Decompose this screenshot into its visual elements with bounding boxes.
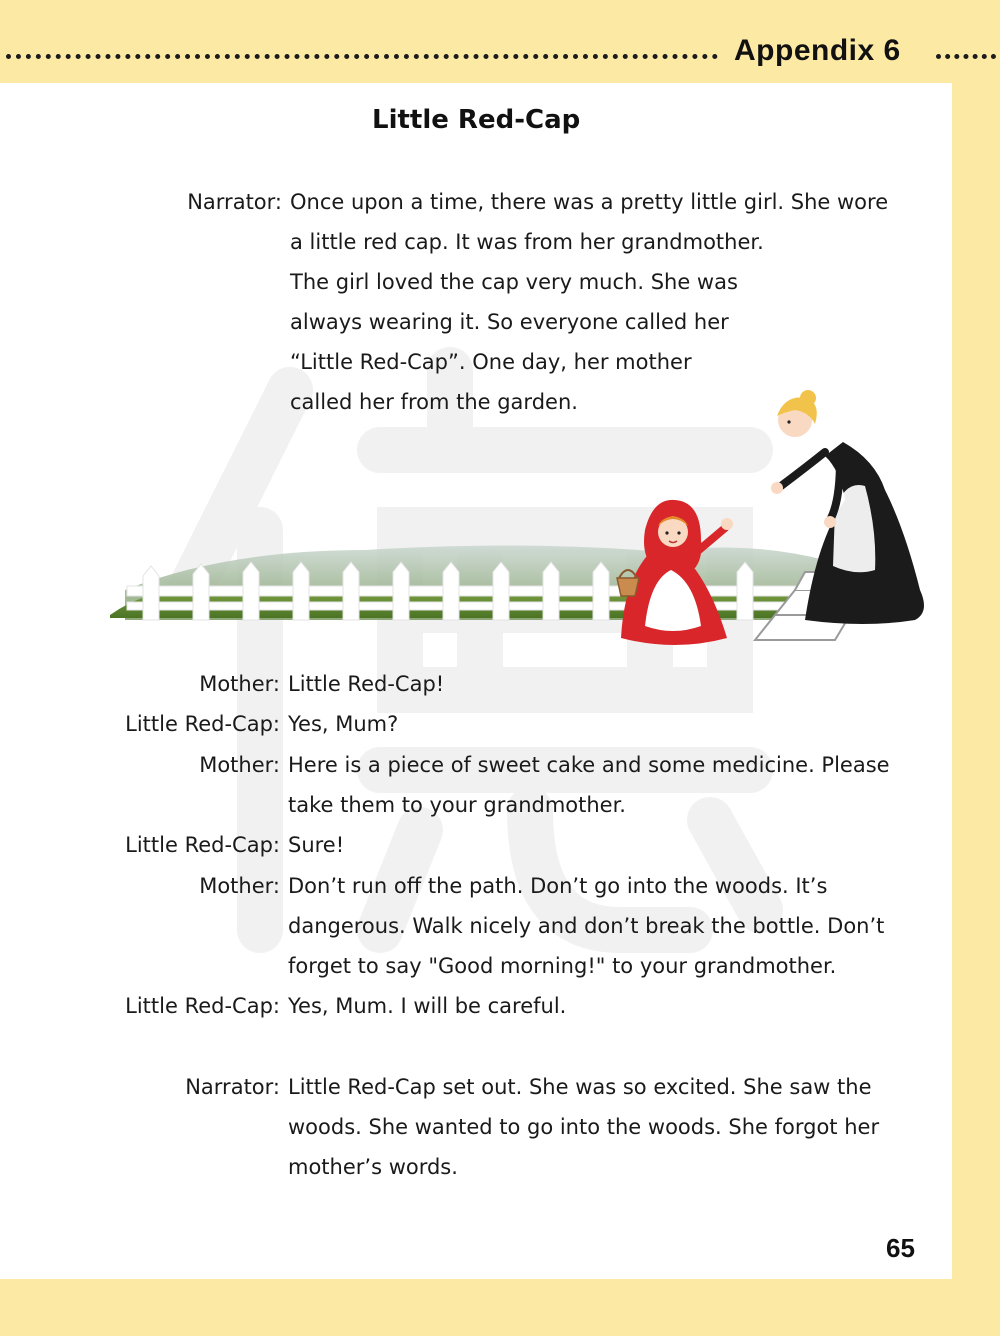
dialogue-line: Yes, Mum? [288,712,399,736]
narration-line: Little Red-Cap set out. She was so excited. She saw the [288,1075,872,1099]
page-header [0,32,1000,80]
narration-line: mother’s words. [288,1155,458,1179]
speaker-mother: Mother: [199,874,280,898]
speaker-narrator: Narrator: [187,190,282,214]
narration-line: “Little Red-Cap”. One day, her mother [290,350,692,374]
speaker-mother: Mother: [199,753,280,777]
narration-line: Once upon a time, there was a pretty little girl. She wore [290,190,889,214]
narration-line: a little red cap. It was from her grandmother. [290,230,764,254]
speaker-mother: Mother: [199,672,280,696]
dialogue-line: Yes, Mum. I will be careful. [288,994,567,1018]
narration-line: woods. She wanted to go into the woods. She forgot her [288,1115,880,1139]
dialogue-line: Don’t run off the path. Don’t go into the woods. It’s [288,874,828,898]
dialogue-line: forget to say "Good morning!" to your grandmother. [288,954,837,978]
speaker-little-red-cap: Little Red-Cap: [125,994,280,1018]
page-title: Little Red-Cap [372,105,581,135]
dialogue-line: Here is a piece of sweet cake and some medicine. Please [288,753,890,777]
narration-line: always wearing it. So everyone called her [290,310,729,334]
page-number: 65 [886,1233,915,1263]
dialogue-line: take them to your grandmother. [288,793,626,817]
red-cap-and-mother-illustration [105,390,935,660]
dialogue-line: Little Red-Cap! [288,672,445,696]
speaker-narrator: Narrator: [185,1075,280,1099]
speaker-little-red-cap: Little Red-Cap: [125,712,280,736]
appendix-label: Appendix 6 [734,34,901,67]
dialogue-line: dangerous. Walk nicely and don’t break the bottle. Don’t [288,914,885,938]
dialogue-line: Sure! [288,833,345,857]
narration-line: called her from the garden. [290,390,578,414]
dotted-rule-left [6,54,718,59]
speaker-little-red-cap: Little Red-Cap: [125,833,280,857]
dotted-rule-right [936,54,996,59]
narration-line: The girl loved the cap very much. She was [290,270,738,294]
